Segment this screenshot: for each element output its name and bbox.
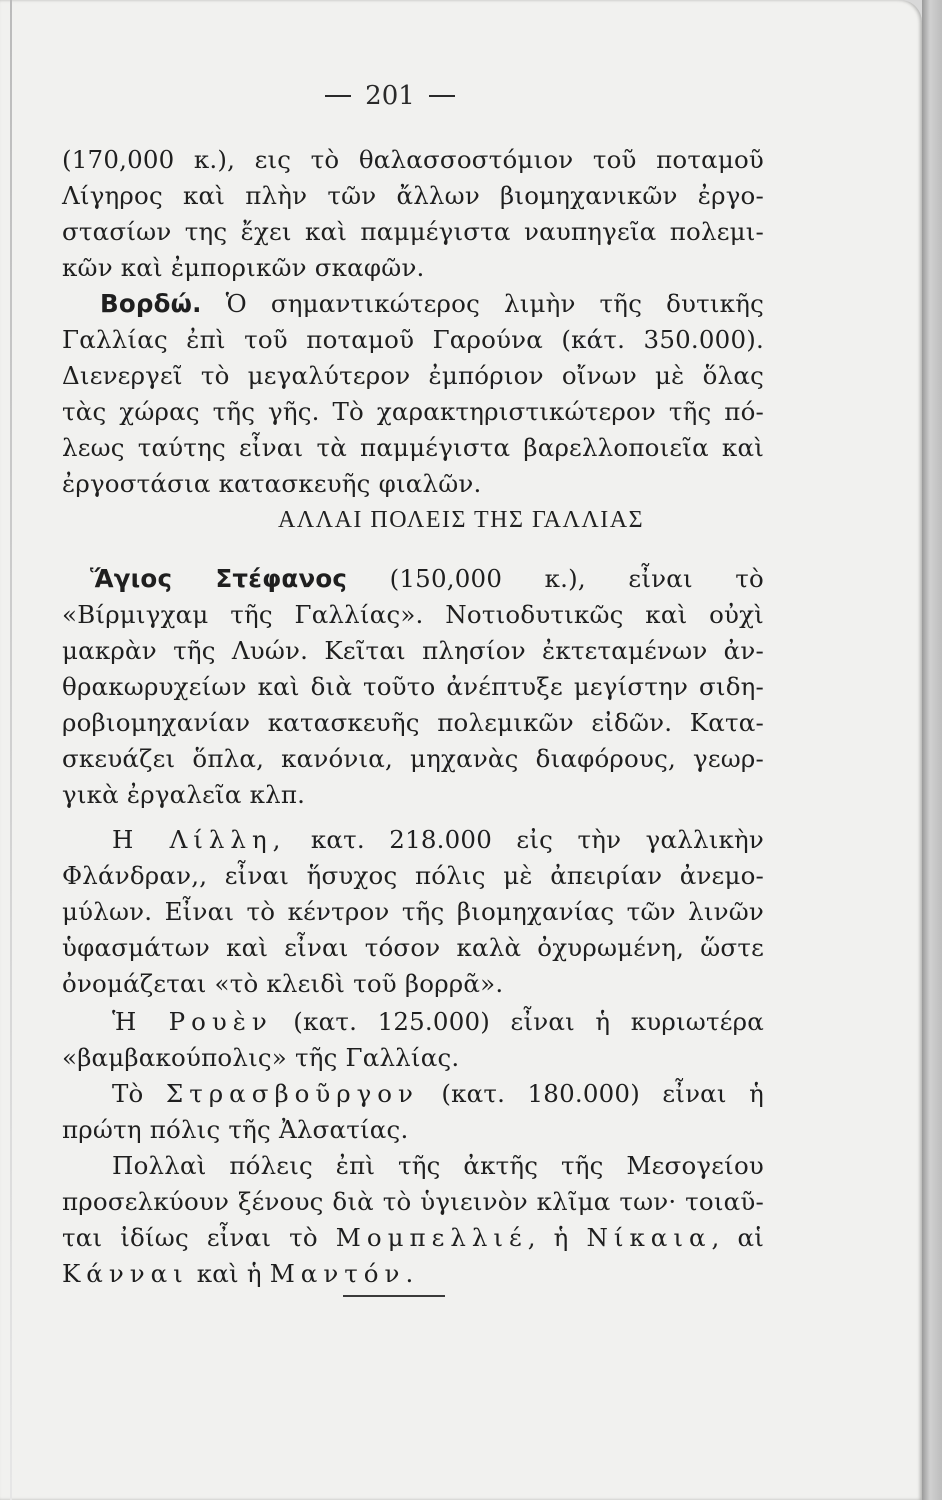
text-line [90, 561, 764, 597]
text-line: «βαμβακούπολις» τῆς Γαλλίας. [62, 1043, 460, 1072]
gutter-shadow [10, 0, 12, 1500]
city-name-saint-etienne: Ἅγιος Στέφανος [90, 564, 348, 593]
text-line [112, 1004, 764, 1040]
city-name-rouen: Ἡ Ρουὲν [112, 1007, 273, 1036]
text-line: σκευάζει ὅπλα, κανόνια, μηχανὰς διαφόρους, γεωρ- [62, 744, 764, 773]
text-line: Λίγηρος καὶ πλὴν τῶν ἄλλων βιομηχανικῶν ἐργο- [62, 181, 764, 210]
text-line: ἐργοστάσια κατασκευῆς φιαλῶν. [62, 469, 482, 498]
text-line: Φλάνδραν,, εἶναι ἥσυχος πόλις μὲ ἀπειρίαν ἀνεμο- [62, 861, 764, 890]
text-span: Τὸ [112, 1079, 166, 1108]
text-span: , αἱ [711, 1223, 764, 1252]
text-line [62, 1220, 764, 1256]
header-dash-right [429, 95, 455, 97]
city-name-menton: Μαντόν [269, 1259, 406, 1288]
end-rule [343, 1295, 445, 1297]
page-edge [922, 0, 942, 1500]
text-line: μακρὰν τῆς Λυών. Κεῖται πλησίον ἐκτεταμένων ἀν- [62, 636, 764, 665]
text-line: προσελκύουν ξένους διὰ τὸ ὑγιεινὸν κλῖμα των· τοιαῦ- [62, 1187, 764, 1216]
text-line: Γαλλίας ἐπὶ τοῦ ποταμοῦ Γαρούνα (κάτ. 350.000). [62, 325, 764, 354]
text-line [112, 1076, 764, 1112]
text-span: καὶ ἡ [188, 1259, 270, 1288]
text-line: γικὰ ἐργαλεῖα κλπ. [62, 780, 306, 809]
city-name-montpellier: Μομπελλιέ [335, 1223, 528, 1252]
text-span: κατ. 218.000 εἰς τὴν γαλλικὴν [286, 825, 764, 854]
text-line: τὰς χώρας τῆς γῆς. Τὸ χαρακτηριστικώτερον τῆς πό- [62, 397, 764, 426]
text-line: Διενεργεῖ τὸ μεγαλύτερον ἐμπόριον οἴνων μὲ ὅλας [62, 361, 764, 390]
text-span: ται ἰδίως εἶναι τὸ [62, 1223, 336, 1252]
text-line: ροβιομηχανίαν κατασκευῆς πολεμικῶν εἰδῶν. Κατα- [62, 708, 764, 737]
text-line: θρακωρυχείων καὶ διὰ τοῦτο ἀνέπτυξε μεγίστην σιδη- [62, 672, 764, 701]
city-name-cannes: Κάνναι [62, 1259, 189, 1288]
page-number: 201 [365, 81, 415, 111]
city-name-bordeaux: Βορδώ. [100, 289, 202, 318]
text-line: Πολλαὶ πόλεις ἐπὶ τῆς ἀκτῆς τῆς Μεσογείου [112, 1151, 764, 1180]
text-line: στασίων της ἔχει καὶ παμμέγιστα ναυπηγεῖα πολεμι- [62, 217, 764, 246]
text-span: . [405, 1259, 414, 1288]
city-name-lille: Η Λίλλη, [112, 825, 287, 854]
text-span: (κατ. 125.000) εἶναι ἡ κυριωτέρα [272, 1007, 764, 1036]
city-name-strasbourg: Στρασβοῦργον [165, 1079, 419, 1108]
text-line [62, 1256, 764, 1292]
text-line: πρώτη πόλις τῆς Ἀλσατίας. [62, 1115, 409, 1144]
header-dash-left [325, 95, 351, 97]
text-line: λεως ταύτης εἶναι τὰ παμμέγιστα βαρελλοποιεῖα καὶ [62, 433, 764, 462]
text-line [112, 822, 764, 858]
text-span: (κατ. 180.000) εἶναι ἡ [418, 1079, 765, 1108]
text-line: «Βίρμιγχαμ τῆς Γαλλίας». Νοτιοδυτικῶς καὶ οὐχὶ [62, 600, 764, 629]
text-line: ὀνομάζεται «τὸ κλειδὶ τοῦ βορρᾶ». [62, 969, 504, 998]
text-line [100, 286, 764, 322]
text-line: ὑφασμάτων καὶ εἶναι τόσον καλὰ ὀχυρωμένη, ὥστε [62, 933, 764, 962]
page-header [320, 76, 460, 116]
text-span: Ὁ σημαντικώτερος λιμὴν τῆς δυτικῆς [201, 289, 764, 318]
text-line: μύλων. Εἶναι τὸ κέντρον τῆς βιομηχανίας τῶν λινῶν [62, 897, 764, 926]
text-line: κῶν καὶ ἐμπορικῶν σκαφῶν. [62, 253, 425, 282]
text-span: , ἡ [527, 1223, 587, 1252]
section-heading: ΑΛΛΑΙ ΠΟΛΕΙΣ ΤΗΣ ΓΑΛΛΙΑΣ [277, 507, 645, 533]
city-name-nice: Νίκαια [586, 1223, 712, 1252]
text-line: (170,000 κ.), εις τὸ θαλασσοστόμιον τοῦ ποταμοῦ [62, 145, 764, 174]
text-span: (150,000 κ.), εἶναι τὸ [347, 564, 765, 593]
